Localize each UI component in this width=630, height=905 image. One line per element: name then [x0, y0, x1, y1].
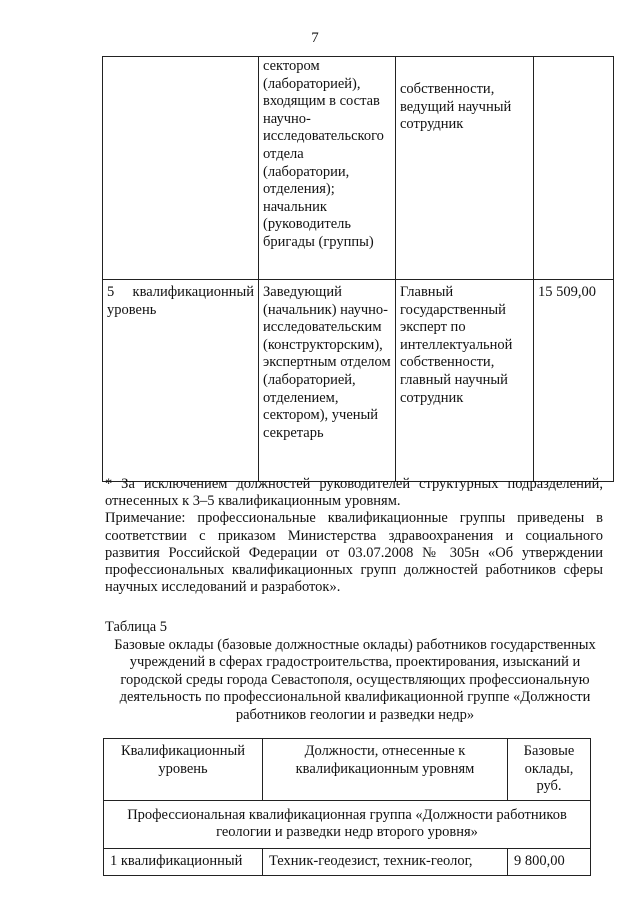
table-row — [104, 848, 591, 875]
remark: Примечание: профессиональные квалификационные группы приведены в соответствии с приказом Министерства здравоохранения и социального развития Российской Федерации от 03.07.2008 № 305н «Об утверждении профессиональных квалификационных групп должностей работников сферы научных исследований и разработок». — [105, 510, 603, 596]
table5-caption — [105, 619, 605, 725]
cell-level: 5 квалификационный уровень — [103, 280, 259, 482]
notes-block — [105, 476, 603, 596]
cell-positions-extra: собственности, ведущий научный сотрудник — [396, 57, 534, 280]
table-row — [103, 57, 614, 280]
salary-table-5 — [103, 738, 591, 876]
header-level: Квалификационный уровень — [104, 739, 263, 801]
cell-positions-extra: Главный государственный эксперт по интеллектуальной собственности, главный научный сотрудник — [396, 280, 534, 482]
group-row — [104, 800, 591, 848]
cell-positions: Заведующий (начальник) научно-исследовательским (конструкторским), экспертным отделом (лабораторией, отделением, сектором), ученый секретарь — [259, 280, 396, 482]
table-header-row — [104, 739, 591, 801]
table5-title: Базовые оклады (базовые должностные оклады) работников государственных учреждений в сферах градостроительства, проектирования, изысканий и городской среды города Севастополя, осуществляющих профессиональную деятельность по профессиональной квалификационной группе «Должности работников геологии и разведки недр» — [114, 636, 596, 723]
footnote: * За исключением должностей руководителей структурных подразделений, отнесенных к 3–5 квалификационным уровням. — [105, 476, 603, 510]
cell-salary — [534, 57, 614, 280]
header-positions: Должности, отнесенные к квалификационным уровням — [263, 739, 508, 801]
cell-positions: сектором (лабораторией), входящим в состав научно-исследовательского отдела (лаборатории, отделения); начальник (руководитель бригады (группы) — [259, 57, 396, 280]
cell-level — [103, 57, 259, 280]
header-salary: Базовые оклады, руб. — [508, 739, 591, 801]
salary-table-continued — [102, 56, 614, 482]
cell-salary: 15 509,00 — [534, 280, 614, 482]
cell-positions: Техник-геодезист, техник-геолог, — [263, 848, 508, 875]
cell-level: 1 квалификационный — [104, 848, 263, 875]
table5-label: Таблица 5 — [105, 619, 168, 635]
page-number: 7 — [311, 30, 319, 46]
cell-salary: 9 800,00 — [508, 848, 591, 875]
table-row — [103, 280, 614, 482]
group-title: Профессиональная квалификационная группа «Должности работников геологии и разведки недр второго уровня» — [104, 800, 591, 848]
